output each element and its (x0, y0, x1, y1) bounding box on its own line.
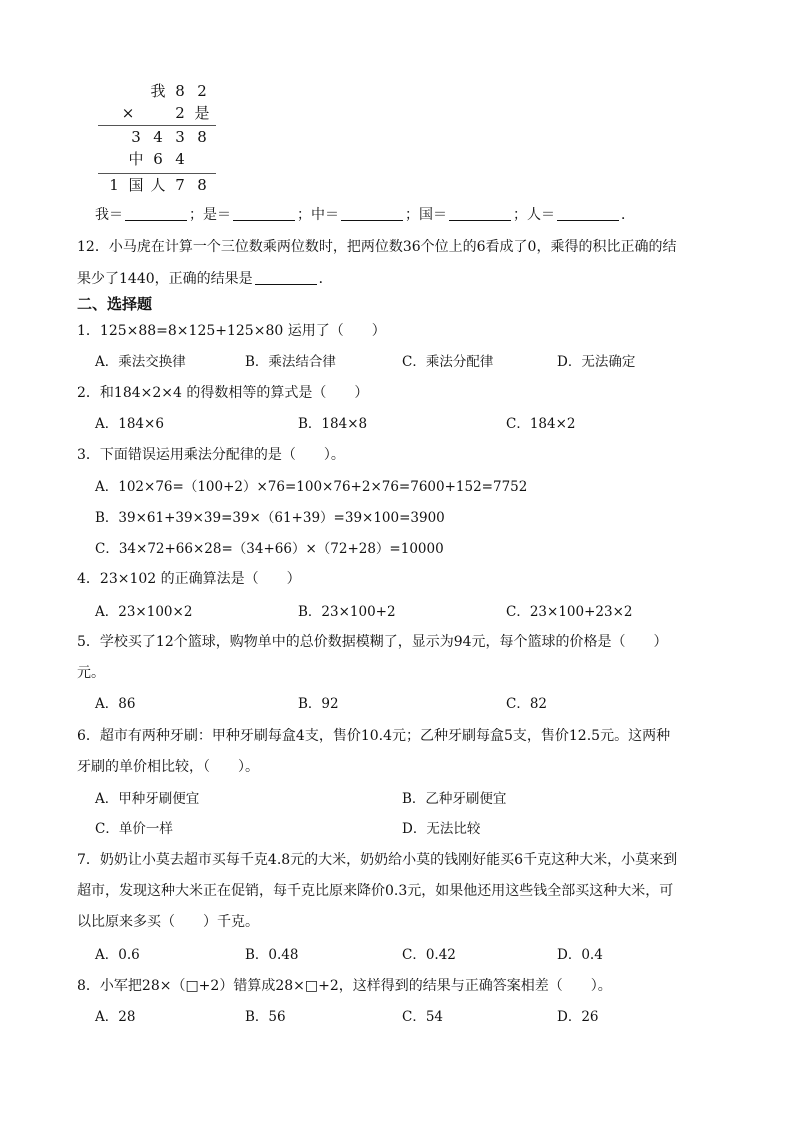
option-c[interactable]: C．184×2 (506, 416, 576, 432)
question-3-stem: 3．下面错误运用乘法分配律的是（ ）。 (77, 447, 345, 463)
option-c[interactable]: C．54 (402, 1009, 444, 1025)
option-d[interactable]: D．无法比较 (402, 821, 481, 837)
vm-digit: × (121, 104, 135, 122)
vm-digit: 2 (175, 104, 185, 122)
option-a[interactable]: A．184×6 (95, 416, 164, 432)
question-2-stem: 2．和184×2×4 的得数相等的算式是（ ） (77, 385, 369, 401)
answer-blank[interactable] (255, 270, 317, 285)
vm-row-4 (98, 148, 218, 170)
option-b[interactable]: B．乘法结合律 (245, 354, 336, 370)
option-a[interactable]: A．0.6 (95, 947, 140, 963)
answer-blank[interactable] (233, 206, 295, 221)
question-1-stem: 1．125×88=8×125+125×80 运用了（ ） (77, 323, 386, 339)
option-a[interactable]: A．乘法交换律 (95, 354, 186, 370)
question-6-stem-cont: 牙刷的单价相比较，（ ）。 (77, 759, 259, 775)
vm-digit: 国 (128, 176, 144, 194)
vm-row-1 (98, 80, 218, 102)
option-b[interactable]: B．乙种牙刷便宜 (402, 791, 507, 807)
vm-row-3 (98, 126, 218, 148)
vm-digit: 中 (128, 150, 144, 168)
question-4-stem: 4．23×102 的正确算法是（ ） (77, 571, 301, 587)
option-c[interactable]: C．34×72+66×28=（34+66）×（72+28）=10000 (95, 541, 444, 557)
question-6-stem: 6．超市有两种牙刷：甲种牙刷每盒4支，售价10.4元；乙种牙刷每盒5支，售价12.5元。这两种 (77, 728, 671, 744)
vm-digit: 我 (150, 82, 166, 100)
option-c[interactable]: C．乘法分配律 (402, 354, 494, 370)
fill-in-line (95, 205, 635, 225)
question-12-text: 果少了1440，正确的结果是 (77, 271, 253, 287)
vm-digit: 4 (175, 150, 185, 168)
vm-digit: 7 (175, 176, 185, 194)
option-b[interactable]: B．39×61+39×39=39×（61+39）=39×100=3900 (95, 510, 445, 526)
fill-label: ；人＝ (513, 207, 555, 223)
vm-row-2 (98, 102, 218, 124)
vm-row-5 (98, 174, 218, 196)
vm-digit: 是 (194, 104, 210, 122)
vertical-multiplication (98, 80, 218, 196)
vm-digit: 3 (175, 128, 185, 146)
vm-digit: 8 (175, 82, 185, 100)
question-7-stem-cont: 超市，发现这种大米正在促销，每千克比原来降价0.3元，如果他还用这些钱全部买这种大米，可 (77, 883, 674, 899)
question-8-stem: 8．小军把28×（□+2）错算成28×□+2，这样得到的结果与正确答案相差（ ）。 (77, 978, 612, 994)
option-c[interactable]: C．23×100+23×2 (506, 604, 633, 620)
option-c[interactable]: C．单价一样 (95, 821, 173, 837)
vm-digit: 3 (131, 128, 141, 146)
option-d[interactable]: D．26 (557, 1009, 599, 1025)
vm-digit: 8 (197, 176, 207, 194)
option-b[interactable]: B．56 (245, 1009, 286, 1025)
option-a[interactable]: A．甲种牙刷便宜 (95, 791, 200, 807)
option-d[interactable]: D．0.4 (557, 947, 603, 963)
option-c[interactable]: C．82 (506, 696, 548, 712)
option-b[interactable]: B．92 (298, 696, 339, 712)
vm-digit: 人 (150, 176, 166, 194)
vm-digit: 8 (197, 128, 207, 146)
vm-digit: 6 (153, 150, 163, 168)
fill-end: ． (621, 207, 635, 223)
question-12-end: ． (318, 271, 333, 287)
vm-digit: 1 (109, 176, 119, 194)
fill-label: ；是＝ (189, 207, 231, 223)
option-c[interactable]: C．0.42 (402, 947, 456, 963)
option-d[interactable]: D．无法确定 (557, 354, 636, 370)
option-a[interactable]: A．102×76=（100+2）×76=100×76+2×76=7600+152=7752 (95, 479, 528, 495)
vm-digit: 4 (153, 128, 163, 146)
question-5-stem-cont: 元。 (77, 665, 105, 681)
option-a[interactable]: A．86 (95, 696, 136, 712)
answer-blank[interactable] (557, 206, 619, 221)
answer-blank[interactable] (125, 206, 187, 221)
question-7-stem: 7．奶奶让小莫去超市买每千克4.8元的大米，奶奶给小莫的钱刚好能买6千克这种大米，小莫来到 (77, 852, 678, 868)
question-7-stem-cont2: 以比原来多买（ ）千克。 (77, 914, 259, 930)
option-a[interactable]: A．28 (95, 1009, 136, 1025)
fill-label: 我＝ (95, 207, 123, 223)
fill-label: ；国＝ (405, 207, 447, 223)
option-b[interactable]: B．23×100+2 (298, 604, 396, 620)
option-b[interactable]: B．0.48 (245, 947, 299, 963)
answer-blank[interactable] (341, 206, 403, 221)
question-12-line-1: 12．小马虎在计算一个三位数乘两位数时，把两位数36个位上的6看成了0，乘得的积比正确的结 (77, 239, 677, 255)
question-12-line-2 (77, 269, 333, 289)
vm-digit: 2 (197, 82, 207, 100)
option-a[interactable]: A．23×100×2 (95, 604, 193, 620)
option-b[interactable]: B．184×8 (298, 416, 368, 432)
answer-blank[interactable] (449, 206, 511, 221)
fill-label: ；中＝ (297, 207, 339, 223)
section-title: 二、选择题 (77, 295, 153, 313)
question-5-stem: 5．学校买了12个篮球，购物单中的总价数据模糊了，显示为94元，每个篮球的价格是（ ） (77, 634, 668, 650)
